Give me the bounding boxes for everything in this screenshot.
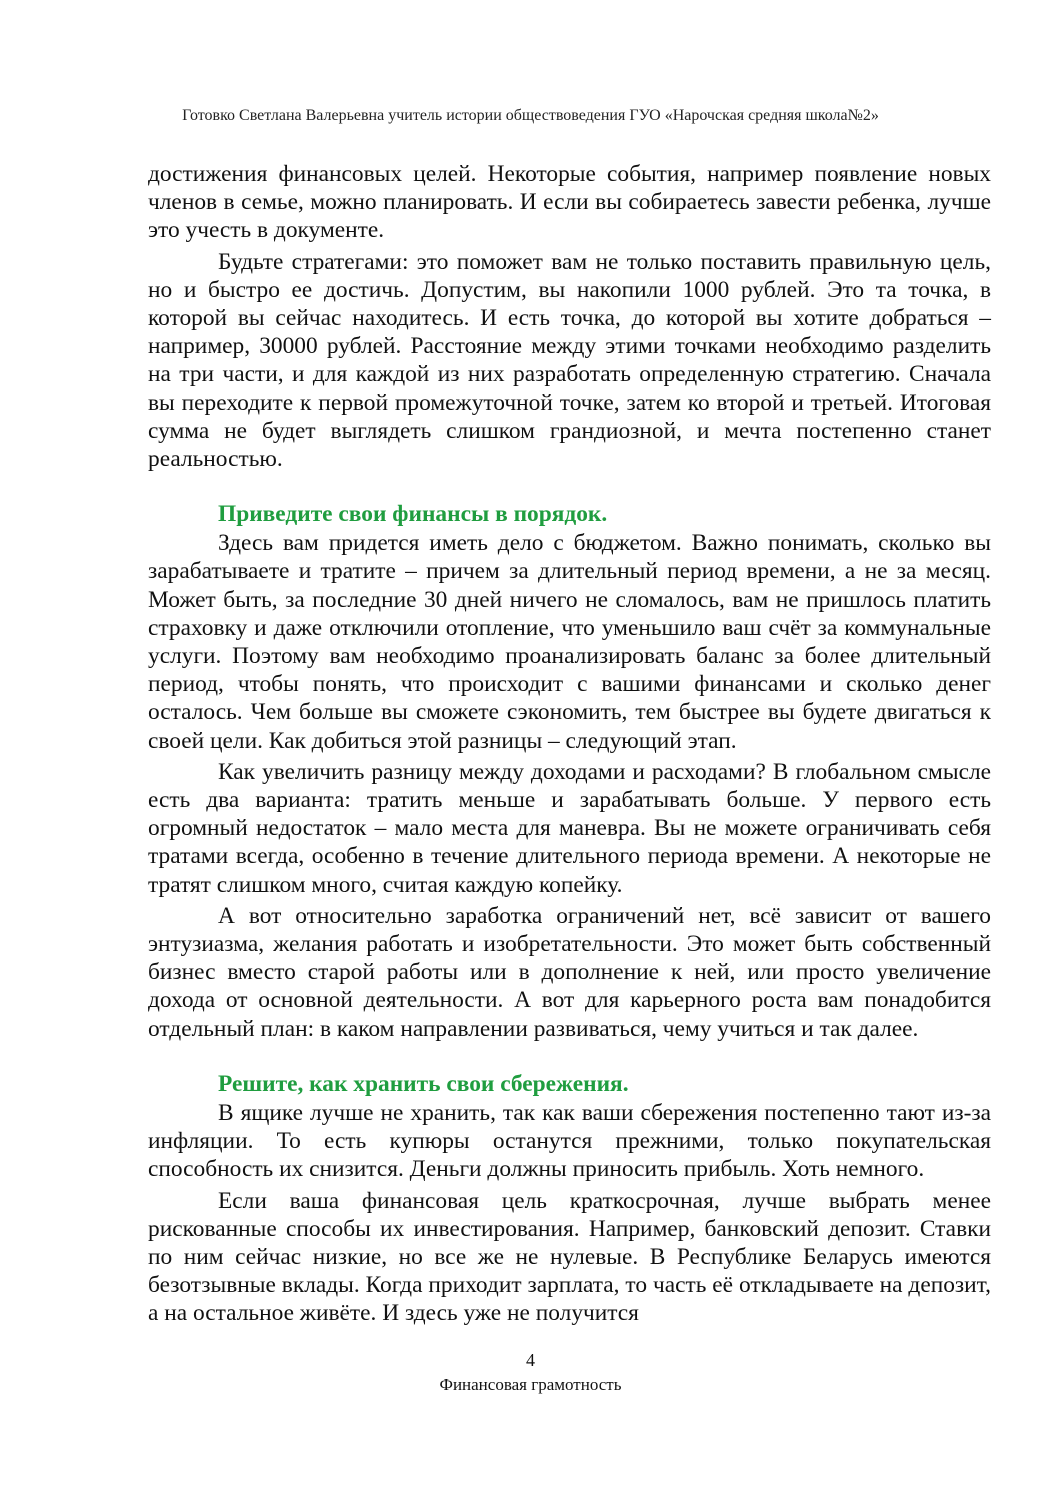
paragraph-earnings: А вот относительно заработка ограничений нет, всё зависит от вашего энтузиазма, желания работать и изобретательности. Это может быть собственный бизнес вместо старой работы или в дополнение к ней, или просто увеличение дохода от основной деятельности. А вот для карьерного роста вам понадобится отдельный план: в каком направлении развиваться, чему учиться и так далее. (148, 902, 991, 1042)
page-header: Готовко Светлана Валерьевна учитель истории обществоведения ГУО «Нарочская средняя школа№2» (182, 107, 879, 124)
paragraph-income-expenses: Как увеличить разницу между доходами и расходами? В глобальном смысле есть два варианта: тратить меньше и зарабатывать больше. У первого есть огромный недостаток – мало места для маневра. Вы не можете ограничивать себя тратами всегда, особенно в течение длительного периода времени. А некоторые не тратят слишком много, считая каждую копейку. (148, 758, 991, 898)
document-body (148, 160, 991, 1328)
paragraph-inflation: В ящике лучше не хранить, так как ваши сбережения постепенно тают из-за инфляции. То есть купюры останутся прежними, только покупательская способность их снизится. Деньги должны приносить прибыль. Хоть немного. (148, 1099, 991, 1183)
paragraph-budget: Здесь вам придется иметь дело с бюджетом. Важно понимать, сколько вы зарабатываете и тратите – причем за длительный период времени, а не за месяц. Может быть, за последние 30 дней ничего не сломалось, вам не пришлось платить страховку и даже отключили отопление, что уменьшило ваш счёт за коммунальные услуги. Поэтому вам необходимо проанализировать баланс за более длительный период, чтобы понять, что происходит с вашими финансами и сколько денег осталось. Чем больше вы сможете сэкономить, тем быстрее вы будете двигаться к своей цели. Как добиться этой разницы – следующий этап. (148, 530, 991, 754)
paragraph-continuation: достижения финансовых целей. Некоторые события, например появление новых членов в семье, можно планировать. И если вы собираетесь завести ребенка, лучше это учесть в документе. (148, 161, 991, 244)
section-heading-finances: Приведите свои финансы в порядок. (218, 501, 608, 528)
paragraph-deposit: Если ваша финансовая цель краткосрочная, лучше выбрать менее рискованные способы их инвестирования. Например, банковский депозит. Ставки по ним сейчас низкие, но все же не нулевые. В Республике Беларусь имеются безотзывные вклады. Когда приходит зарплата, то часть её откладываете на депозит, а на остальное живёте. И здесь уже не получится (148, 1187, 991, 1327)
page-footer: Финансовая грамотность (439, 1375, 622, 1394)
section-heading-savings: Решите, как хранить свои сбережения. (218, 1070, 629, 1097)
page-number: 4 (526, 1350, 535, 1370)
paragraph-strategy: Будьте стратегами: это поможет вам не только поставить правильную цель, но и быстро ее достичь. Допустим, вы накопили 1000 рублей. Это та точка, в которой вы сейчас находитесь. И есть точка, до которой вы хотите добраться – например, 30000 рублей. Расстояние между этими точками необходимо разделить на три части, и для каждой из них разработать определенную стратегию. Сначала вы переходите к первой промежуточной точке, затем ко второй и третьей. Итоговая сумма не будет выглядеть слишком грандиозной, и мечта постепенно станет реальностью. (148, 248, 991, 473)
